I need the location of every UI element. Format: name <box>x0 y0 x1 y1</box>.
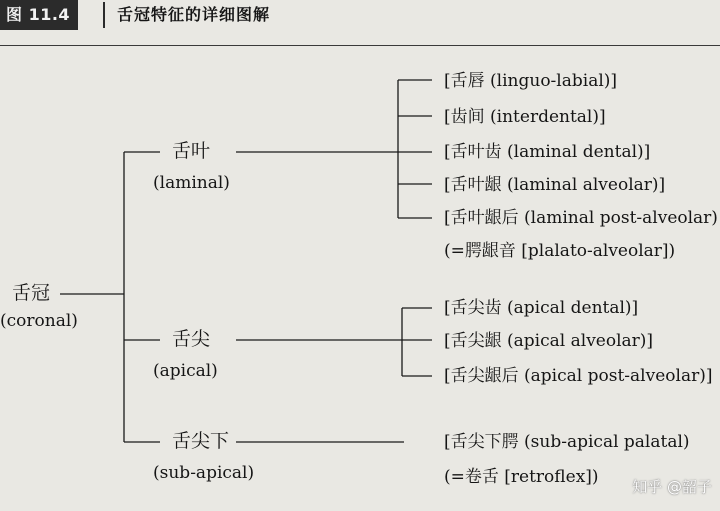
subapical-label-en: (sub-apical) <box>153 463 255 483</box>
watermark <box>632 476 712 497</box>
watermark-text: 知乎 @韶子 <box>632 478 712 496</box>
laminal-leaf: [齿间 (interdental)] <box>444 107 606 127</box>
subapical-note: (=卷舌 [retroflex]) <box>444 467 599 487</box>
subapical-label-cn: 舌尖下 <box>172 430 230 452</box>
laminal-label-en: (laminal) <box>153 173 230 193</box>
laminal-leaf: [舌叶齿 (laminal dental)] <box>444 142 651 162</box>
subapical-leaf: [舌尖下腭 (sub-apical palatal) <box>444 432 690 452</box>
root-label-cn: 舌冠 <box>12 282 51 304</box>
laminal-leaf: [舌唇 (linguo-labial)] <box>444 71 618 91</box>
apical-label-en: (apical) <box>153 361 218 381</box>
apical-label-cn: 舌尖 <box>172 328 211 350</box>
apical-leaf: [舌尖龈后 (apical post-alveolar)] <box>444 366 713 386</box>
laminal-note: (=腭龈音 [plalato-alveolar]) <box>444 241 676 261</box>
figure-title: 舌冠特征的详细图解 <box>117 5 271 24</box>
root-label-en: (coronal) <box>0 311 78 331</box>
laminal-leaf: [舌叶龈后 (laminal post-alveolar) <box>444 208 718 228</box>
apical-leaf: [舌尖龈 (apical alveolar)] <box>444 331 654 351</box>
figure-label: 图 11.4 <box>0 0 78 30</box>
laminal-label-cn: 舌叶 <box>172 140 211 162</box>
apical-leaf: [舌尖齿 (apical dental)] <box>444 298 639 318</box>
laminal-leaf: [舌叶龈 (laminal alveolar)] <box>444 175 666 195</box>
